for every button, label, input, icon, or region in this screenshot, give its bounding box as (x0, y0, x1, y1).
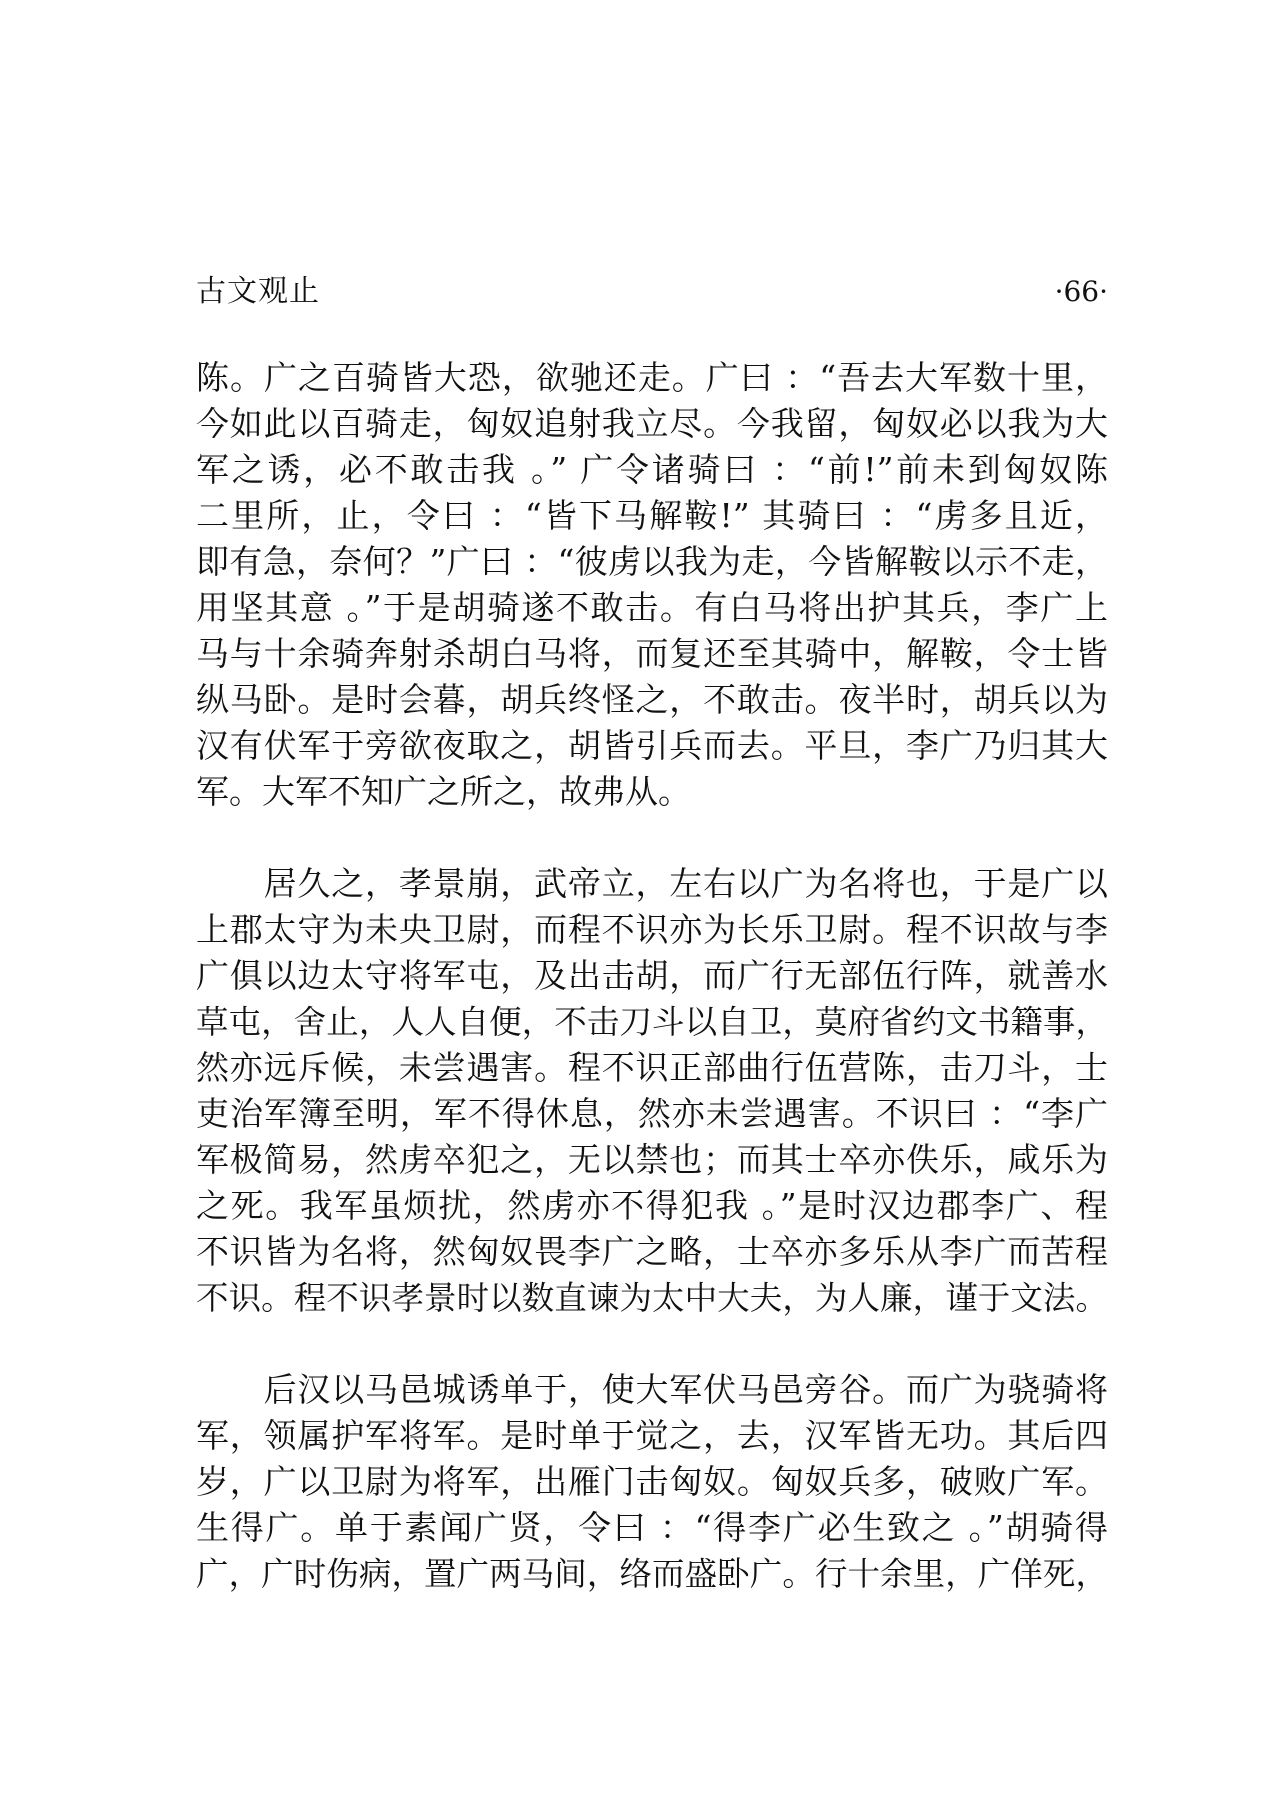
page-header (196, 272, 1108, 316)
text-line: 军之诱，必不敢击我 。” 广令诸骑曰 ：“前!”前未到匈奴陈 (196, 450, 1108, 489)
text-line: 陈。广之百骑皆大恐，欲驰还走。广曰 ：“吾去大军数十里， (196, 358, 1108, 397)
text-line: 今如此以百骑走，匈奴追射我立尽。今我留，匈奴必以我为大 (196, 404, 1108, 443)
book-title: 古文观止 (196, 274, 320, 309)
text-line: 军，领属护军将军。是时单于觉之，去，汉军皆无功。其后四 (196, 1416, 1108, 1455)
text-line: 不识皆为名将，然匈奴畏李广之略，士卒亦多乐从李广而苦程 (196, 1232, 1108, 1271)
text-line: 不识。程不识孝景时以数直谏为太中大夫，为人廉，谨于文法。 (196, 1279, 1108, 1317)
text-line: 然亦远斥候，未尝遇害。程不识正部曲行伍营陈，击刀斗，士 (196, 1048, 1108, 1087)
text-line: 居久之，孝景崩，武帝立，左右以广为名将也，于是广以 (196, 864, 1108, 903)
body-text (196, 355, 1108, 1597)
text-line: 之死。我军虽烦扰，然虏亦不得犯我 。”是时汉边郡李广、程 (196, 1186, 1108, 1225)
text-line: 吏治军簿至明，军不得休息，然亦未尝遇害。不识曰 ：“李广 (196, 1094, 1108, 1133)
page-number: ·66· (1054, 275, 1108, 308)
text-line: 马与十余骑奔射杀胡白马将，而复还至其骑中，解鞍，令士皆 (196, 634, 1108, 673)
text-line: 军极简易，然虏卒犯之，无以禁也；而其士卒亦佚乐，咸乐为 (196, 1140, 1108, 1179)
text-line: 岁，广以卫尉为将军，出雁门击匈奴。匈奴兵多，破败广军。 (196, 1462, 1108, 1501)
paragraph (196, 1367, 1108, 1597)
text-line: 广，广时伤病，置广两马间，络而盛卧广。行十余里，广佯死， (196, 1555, 1108, 1593)
paragraph (196, 861, 1108, 1321)
paragraph-gap (196, 1321, 1108, 1367)
text-line: 即有急，奈何？”广曰 ：“彼虏以我为走，今皆解鞍以示不走， (196, 542, 1108, 581)
text-line: 草屯，舍止，人人自便，不击刀斗以自卫，莫府省约文书籍事， (196, 1003, 1108, 1041)
text-line: 纵马卧。是时会暮，胡兵终怪之，不敢击。夜半时，胡兵以为 (196, 680, 1108, 719)
text-line: 汉有伏军于旁欲夜取之，胡皆引兵而去。平旦，李广乃归其大 (196, 726, 1108, 765)
text-line: 广俱以边太守将军屯，及出击胡，而广行无部伍行阵，就善水 (196, 956, 1108, 995)
paragraph (196, 355, 1108, 815)
paragraph-gap (196, 815, 1108, 861)
text-line: 用坚其意 。”于是胡骑遂不敢击。有白马将出护其兵，李广上 (196, 588, 1108, 627)
text-line: 生得广。单于素闻广贤，令曰 ：“得李广必生致之 。”胡骑得 (196, 1508, 1108, 1547)
text-line: 军。大军不知广之所之，故弗从。 (196, 772, 691, 811)
text-line: 后汉以马邑城诱单于，使大军伏马邑旁谷。而广为骁骑将 (196, 1370, 1108, 1409)
text-line: 二里所，止，令曰 ：“皆下马解鞍!” 其骑曰 ：“虏多且近， (196, 496, 1108, 535)
text-line: 上郡太守为未央卫尉，而程不识亦为长乐卫尉。程不识故与李 (196, 910, 1108, 949)
